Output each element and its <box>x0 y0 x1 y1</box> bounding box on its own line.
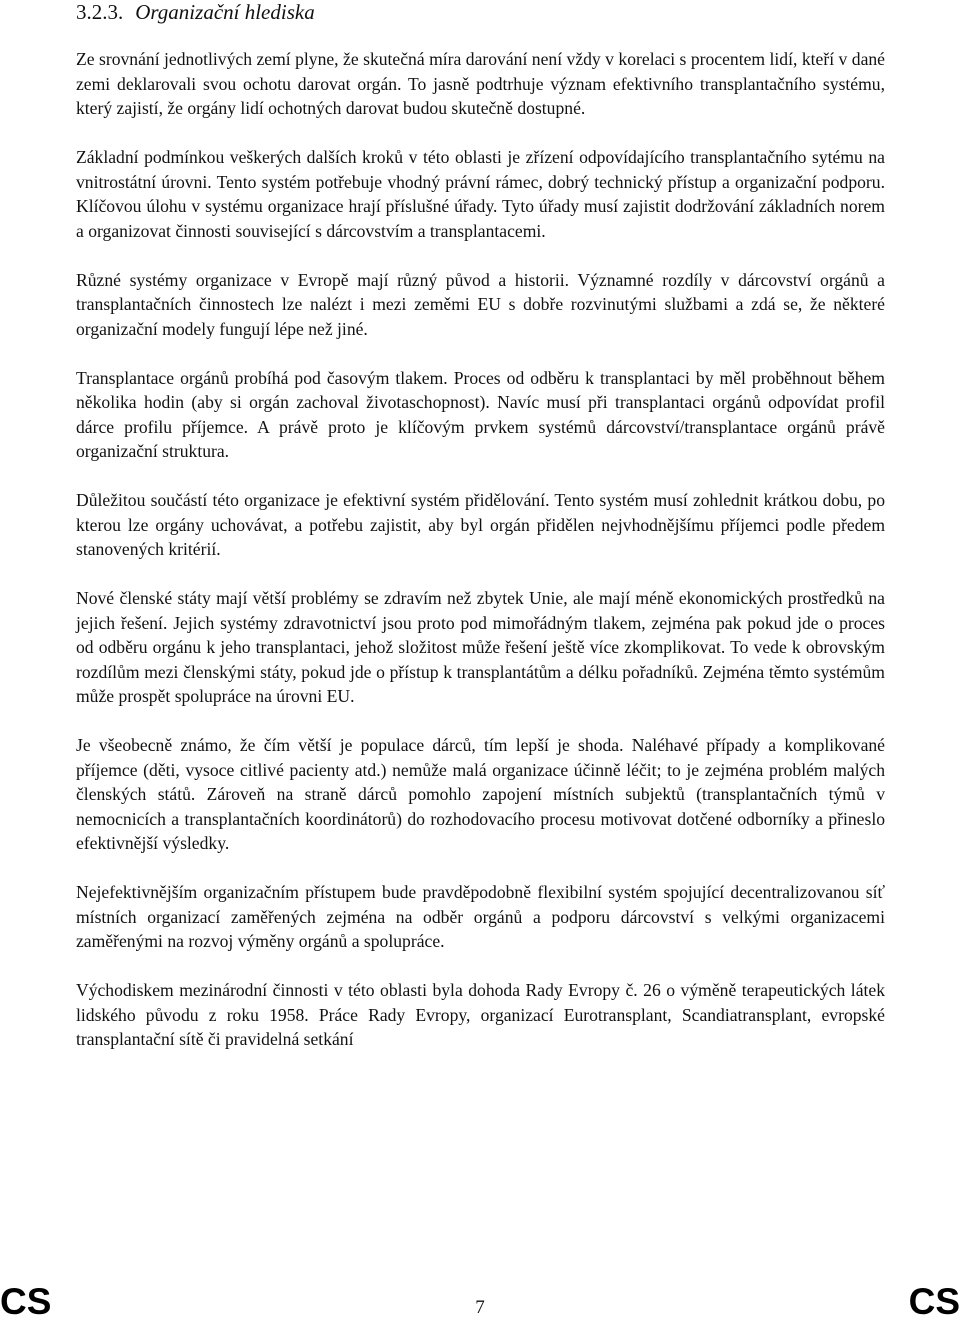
paragraph-5: Důležitou součástí této organizace je efektivní systém přidělování. Tento systém musí zohlednit krátkou dobu, po kterou lze orgány uchovávat, a potřebu zajistit, aby byl orgán přidělen nejvhodnějšímu příjemci podle předem stanovených kritérií. <box>76 490 885 559</box>
section-heading <box>76 0 315 26</box>
paragraph-6: Nové členské státy mají větší problémy se zdravím než zbytek Unie, ale mají méně ekonomických prostředků na jejich řešení. Jejich systémy zdravotnictví jsou proto pod mimořádným tlakem, zejména pak pokud jde o proces od odběru orgánu k jeho transplantaci, jehož složitost může řešení ještě více zkomplikovat. To vede k obrovským rozdílům mezi členskými státy, pokud jde o přístup k transplantátům a délku pořadníků. Zejména těmto systémům může prospět spolupráce na úrovni EU. <box>76 588 885 706</box>
paragraph-8: Nejefektivnějším organizačním přístupem bude pravděpodobně flexibilní systém spojující decentralizovanou síť místních organizací zaměřených zejména na odběr orgánů a podporu dárcovství s velkými organizacemi zaměřenými na rozvoj výměny orgánů a spolupráce. <box>76 882 885 951</box>
section-number: 3.2.3. <box>76 0 124 24</box>
footer-language-right: CS <box>908 1281 960 1322</box>
paragraph-1: Ze srovnání jednotlivých zemí plyne, že skutečná míra darování není vždy v korelaci s procentem lidí, kteří v dané zemi deklarovali svou ochotu darovat orgán. To jasně podtrhuje význam efektivního transplantačního systému, který zajistí, že orgány lidí ochotných darovat budou skutečně dostupné. <box>76 49 885 118</box>
paragraph-7: Je všeobecně známo, že čím větší je populace dárců, tím lepší je shoda. Naléhavé případy a komplikované příjemce (děti, vysoce citlivé pacienty atd.) nemůže malá organizace účinně léčit; to je zejména problém malých členských států. Zároveň na straně dárců pomohlo zapojení místních subjektů (transplantačních týmů v nemocnicích a transplantačních koordinátorů) do rozhodovacího procesu motivovat dotčené odborníky a přineslo efektivnější výsledky. <box>76 735 885 853</box>
paragraph-4: Transplantace orgánů probíhá pod časovým tlakem. Proces od odběru k transplantaci by měl proběhnout během několika hodin (aby si orgán zachoval životaschopnost). Navíc musí při transplantaci orgánů odpovídat profil dárce profilu příjemce. A právě proto je klíčovým prvkem systémů dárcovství/transplantace orgánů právě organizační struktura. <box>76 367 885 461</box>
page-number: 7 <box>475 1297 485 1318</box>
footer-language-left: CS <box>0 1281 52 1322</box>
paragraph-9: Východiskem mezinárodní činnosti v této oblasti byla dohoda Rady Evropy č. 26 o výměně terapeutických látek lidského původu z roku 1958. Práce Rady Evropy, organizací Eurotransplant, Scandiatransplant, evropské transplantační sítě či pravidelná setkání <box>76 980 885 1049</box>
body-text <box>76 47 885 1052</box>
paragraph-3: Různé systémy organizace v Evropě mají různý původ a historii. Významné rozdíly v dárcovství orgánů a transplantačních činnostech lze nalézt i mezi zeměmi EU s dobře rozvinutými službami a zdá se, že některé organizační modely fungují lépe než jiné. <box>76 269 885 339</box>
paragraph-2: Základní podmínkou veškerých dalších kroků v této oblasti je zřízení odpovídajícího transplantačního sytému na vnitrostátní úrovni. Tento systém potřebuje vhodný právní rámec, dobrý technický přístup a organizační podporu. Klíčovou úlohu v systému organizace hrají příslušné úřady. Tyto úřady musí zajistit dodržování základních norem a organizovat činnosti související s dárcovstvím a transplantacemi. <box>76 147 885 241</box>
section-title: Organizační hlediska <box>135 0 315 24</box>
